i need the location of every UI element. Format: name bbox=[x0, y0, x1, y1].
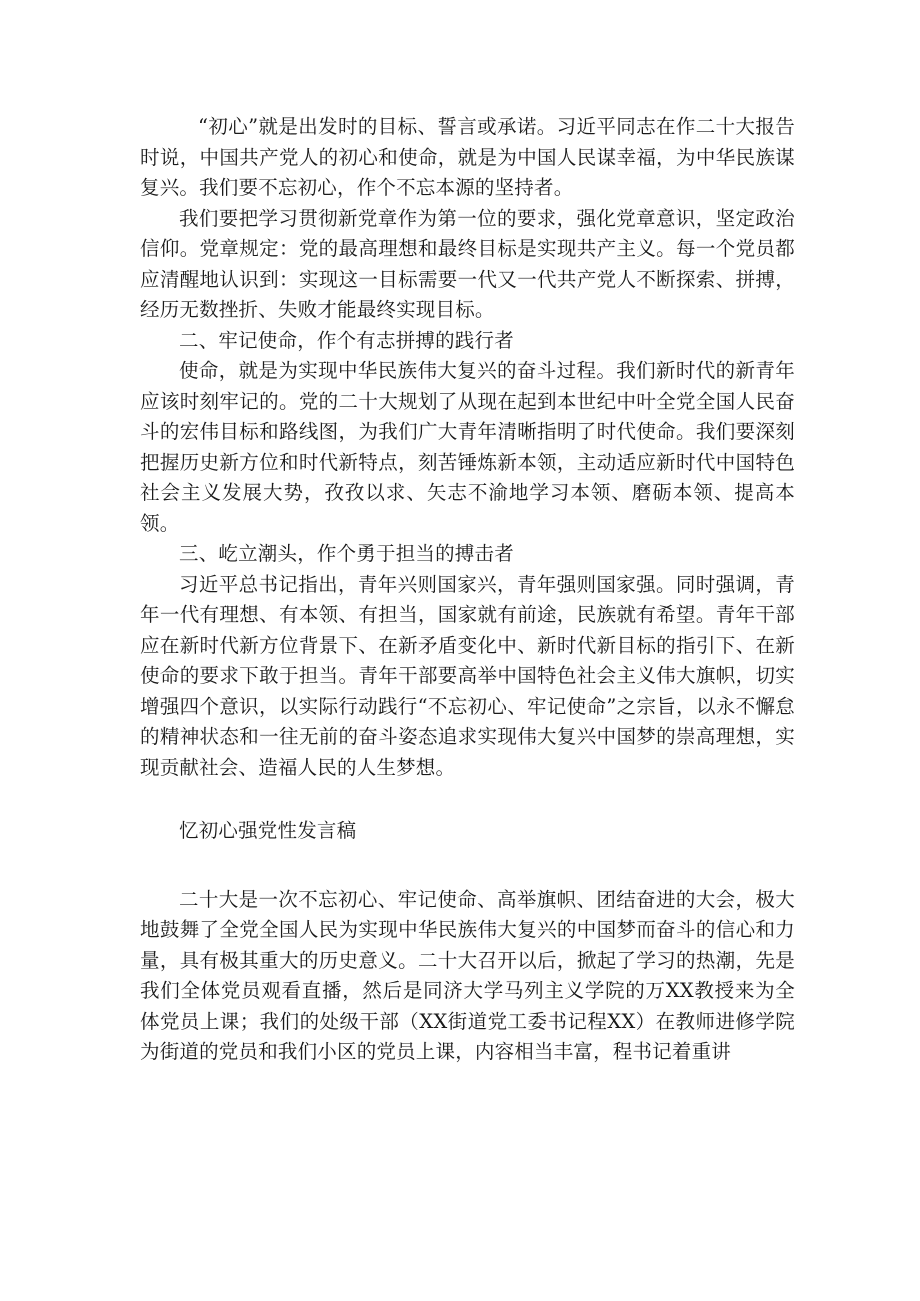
document-title: 忆初心强党性发言稿 bbox=[179, 819, 357, 842]
paragraph-party-constitution: 我们要把学习贯彻新党章作为第一位的要求，强化党章意识，坚定政治信仰。党章规定：党的最高理想和最终目标是实现共产主义。每一个党员都应清醒地认识到：实现这一目标需要一代又一代共产党人不断探索、拼搏，经历无数挫折、失败才能最终实现目标。 bbox=[140, 206, 795, 321]
document-body bbox=[140, 112, 795, 1068]
section-heading-responsibility: 三、屹立潮头，作个勇于担当的搏击者 bbox=[179, 542, 514, 565]
section-heading-mission: 二、牢记使命，作个有志拼搏的践行者 bbox=[179, 328, 514, 352]
paragraph-mission: 使命，就是为实现中华民族伟大复兴的奋斗过程。我们新时代的新青年应该时刻牢记的。党的二十大规划了从现在起到本世纪中叶全党全国人民奋斗的宏伟目标和路线图，为我们广大青年清晰指明了时代使命。我们要深刻把握历史新方位和时代新特点，刻苦锤炼新本领，主动适应新时代中国特色社会主义发展大势，孜孜以求、矢志不渝地学习本领、磨砺本领、提高本领。 bbox=[140, 359, 795, 535]
paragraph-responsibility: 习近平总书记指出，青年兴则国家兴，青年强则国家强。同时强调，青年一代有理想、有本领、有担当，国家就有前途，民族就有希望。青年干部应在新时代新方位背景下、在新矛盾变化中、新时代新目标的指引下、在新使命的要求下敢于担当。青年干部要高举中国特色社会主义伟大旗帜，切实增强四个意识，以实际行动践行“不忘初心、牢记使命”之宗旨，以永不懈怠的精神状态和一往无前的奋斗姿态追求实现伟大复兴中国梦的崇高理想，实现贡献社会、造福人民的人生梦想。 bbox=[140, 572, 795, 779]
paragraph-congress-study: 二十大是一次不忘初心、牢记使命、高举旗帜、团结奋进的大会，极大地鼓舞了全党全国人民为实现中华民族伟大复兴的中国梦而奋斗的信心和力量，具有极其重大的历史意义。二十大召开以后，掀起了学习的热潮，先是我们全体党员观看直播，然后是同济大学马列主义学院的万XX教授来为全体党员上课；我们的处级干部（XX街道党工委书记程XX）在教师进修学院为街道的党员和我们小区的党员上课，内容相当丰富，程书记着重讲 bbox=[140, 887, 795, 1063]
paragraph-original-aspiration: “初心”就是出发时的目标、誓言或承诺。习近平同志在作二十大报告时说，中国共产党人的初心和使命，就是为中国人民谋幸福，为中华民族谋复兴。我们要不忘初心，作个不忘本源的坚持者。 bbox=[140, 115, 795, 199]
